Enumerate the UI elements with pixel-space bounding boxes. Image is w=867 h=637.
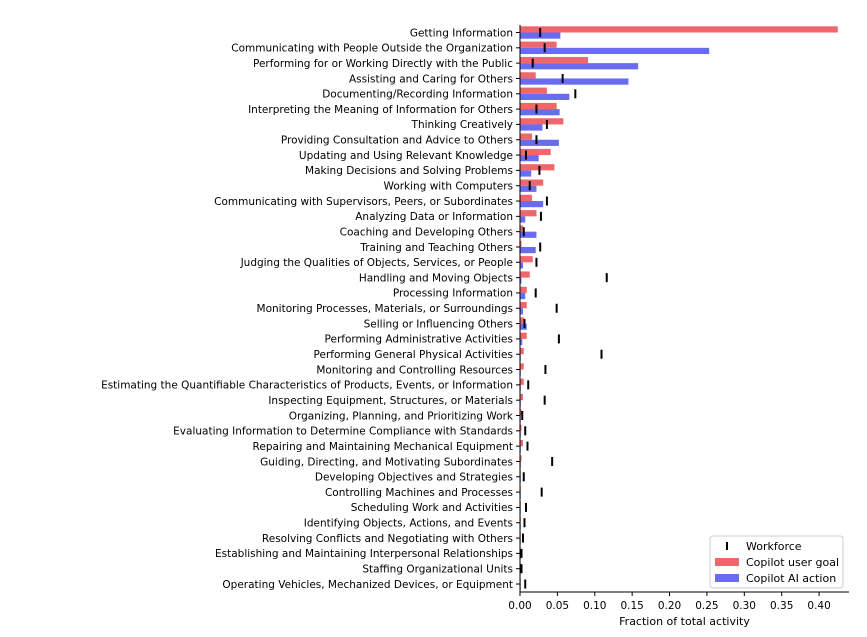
y-tick-label-updating-and-using-relevant-knowledge: Updating and Using Relevant Knowledge bbox=[298, 149, 513, 162]
legend-swatch-copilot-ai-action bbox=[715, 574, 739, 582]
y-tick-label-identifying-objects-actions-and-events: Identifying Objects, Actions, and Events bbox=[303, 517, 513, 530]
bar-copilot-user-goal-performing-general-physical-activities bbox=[520, 348, 524, 354]
bar-copilot-user-goal-performing-administrative-activities bbox=[520, 333, 527, 339]
y-tick-label-scheduling-work-and-activities: Scheduling Work and Activities bbox=[350, 502, 513, 515]
bar-copilot-user-goal-making-decisions-and-solving-problems bbox=[520, 164, 554, 170]
bar-copilot-ai-action-making-decisions-and-solving-problems bbox=[520, 170, 531, 176]
y-tick-label-controlling-machines-and-processes: Controlling Machines and Processes bbox=[324, 486, 513, 499]
bar-copilot-user-goal-monitoring-processes-materials-or-surroundings bbox=[520, 302, 527, 308]
bar-copilot-ai-action-analyzing-data-or-information bbox=[520, 216, 525, 222]
bar-copilot-user-goal-working-with-computers bbox=[520, 180, 543, 186]
bar-copilot-ai-action-coaching-and-developing-others bbox=[520, 232, 536, 238]
y-tick-label-monitoring-processes-materials-or-surroundings: Monitoring Processes, Materials, or Surroundings bbox=[256, 303, 513, 316]
y-tick-label-making-decisions-and-solving-problems: Making Decisions and Solving Problems bbox=[305, 165, 513, 178]
x-tick-label-0-10: 0.10 bbox=[583, 600, 607, 612]
y-tick-label-handling-and-moving-objects: Handling and Moving Objects bbox=[358, 272, 513, 285]
y-tick-label-documenting-recording-information: Documenting/Recording Information bbox=[322, 88, 513, 101]
bar-copilot-ai-action-training-and-teaching-others bbox=[520, 247, 536, 253]
bar-copilot-user-goal-estimating-the-quantifiable-characteristics-of-products-events-or-information bbox=[520, 379, 524, 385]
bar-copilot-ai-action-performing-for-or-working-directly-with-the-public bbox=[520, 63, 638, 69]
bars-layer bbox=[520, 26, 838, 590]
bar-copilot-user-goal-assisting-and-caring-for-others bbox=[520, 72, 536, 78]
x-tick-label-0-35: 0.35 bbox=[770, 600, 794, 612]
y-tick-label-analyzing-data-or-information: Analyzing Data or Information bbox=[355, 211, 513, 224]
y-tick-label-coaching-and-developing-others: Coaching and Developing Others bbox=[339, 226, 513, 239]
axes-layer bbox=[520, 25, 849, 592]
legend-label-copilot-ai-action: Copilot AI action bbox=[746, 572, 837, 585]
bar-copilot-user-goal-communicating-with-supervisors-peers-or-subordinates bbox=[520, 195, 532, 201]
y-tick-label-communicating-with-supervisors-peers-or-subordinates: Communicating with Supervisors, Peers, or Subordinates bbox=[214, 195, 513, 208]
y-tick-label-working-with-computers: Working with Computers bbox=[383, 180, 513, 193]
bar-copilot-user-goal-documenting-recording-information bbox=[520, 88, 547, 94]
y-tick-label-evaluating-information-to-determine-compliance-with-standards: Evaluating Information to Determine Compliance with Standards bbox=[173, 425, 513, 438]
y-tick-label-operating-vehicles-mechanized-devices-or-equipment: Operating Vehicles, Mechanized Devices, or Equipment bbox=[222, 578, 513, 591]
y-tick-label-selling-or-influencing-others: Selling or Influencing Others bbox=[363, 318, 513, 331]
x-tick-label-0-25: 0.25 bbox=[695, 600, 719, 612]
y-tick-label-repairing-and-maintaining-mechanical-equipment: Repairing and Maintaining Mechanical Equipment bbox=[252, 440, 513, 453]
bar-copilot-user-goal-interpreting-the-meaning-of-information-for-others bbox=[520, 103, 557, 109]
y-tick-label-performing-general-physical-activities: Performing General Physical Activities bbox=[313, 349, 513, 362]
x-axis-label: Fraction of total activity bbox=[619, 615, 750, 628]
bar-copilot-user-goal-updating-and-using-relevant-knowledge bbox=[520, 149, 551, 155]
bar-copilot-user-goal-getting-information bbox=[520, 26, 838, 32]
y-tick-labels bbox=[101, 27, 520, 591]
y-tick-label-organizing-planning-and-prioritizing-work: Organizing, Planning, and Prioritizing Work bbox=[288, 410, 513, 423]
y-tick-label-guiding-directing-and-motivating-subordinates: Guiding, Directing, and Motivating Subordinates bbox=[260, 456, 513, 469]
bar-copilot-ai-action-interpreting-the-meaning-of-information-for-others bbox=[520, 109, 560, 115]
bar-copilot-ai-action-providing-consultation-and-advice-to-others bbox=[520, 140, 559, 146]
y-tick-label-providing-consultation-and-advice-to-others: Providing Consultation and Advice to Others bbox=[280, 134, 513, 147]
bar-copilot-ai-action-thinking-creatively bbox=[520, 124, 542, 130]
y-tick-label-developing-objectives-and-strategies: Developing Objectives and Strategies bbox=[314, 471, 513, 484]
bar-copilot-user-goal-judging-the-qualities-of-objects-services-or-people bbox=[520, 256, 533, 262]
y-tick-label-inspecting-equipment-structures-or-materials: Inspecting Equipment, Structures, or Materials bbox=[268, 394, 513, 407]
y-tick-label-training-and-teaching-others: Training and Teaching Others bbox=[360, 241, 513, 254]
y-tick-label-thinking-creatively: Thinking Creatively bbox=[411, 119, 513, 132]
bar-copilot-user-goal-providing-consultation-and-advice-to-others bbox=[520, 134, 532, 140]
y-tick-label-interpreting-the-meaning-of-information-for-others: Interpreting the Meaning of Information for Others bbox=[248, 103, 513, 116]
bar-copilot-ai-action-updating-and-using-relevant-knowledge bbox=[520, 155, 539, 161]
legend bbox=[710, 536, 843, 588]
x-tick-label-0-05: 0.05 bbox=[545, 600, 570, 612]
y-tick-label-resolving-conflicts-and-negotiating-with-others: Resolving Conflicts and Negotiating with Others bbox=[261, 532, 513, 545]
y-tick-label-staffing-organizational-units: Staffing Organizational Units bbox=[362, 563, 513, 576]
y-tick-label-performing-for-or-working-directly-with-the-public: Performing for or Working Directly with the Public bbox=[253, 57, 513, 70]
x-tick-label-0-40: 0.40 bbox=[807, 600, 831, 612]
x-tick-label-0-00: 0.00 bbox=[508, 600, 532, 612]
y-tick-label-communicating-with-people-outside-the-organization: Communicating with People Outside the Organization bbox=[231, 42, 513, 55]
y-tick-label-monitoring-and-controlling-resources: Monitoring and Controlling Resources bbox=[316, 364, 513, 377]
y-tick-label-estimating-the-quantifiable-characteristics-of-products-events-or-information: Estimating the Quantifiable Characteristics of Products, Events, or Information bbox=[101, 379, 513, 392]
bar-copilot-ai-action-assisting-and-caring-for-others bbox=[520, 78, 628, 84]
y-tick-label-judging-the-qualities-of-objects-services-or-people: Judging the Qualities of Objects, Services, or People bbox=[240, 257, 513, 270]
legend-label-workforce: Workforce bbox=[746, 540, 802, 553]
y-tick-label-assisting-and-caring-for-others: Assisting and Caring for Others bbox=[348, 73, 513, 86]
bar-copilot-user-goal-thinking-creatively bbox=[520, 118, 563, 124]
x-tick-label-0-20: 0.20 bbox=[657, 600, 682, 612]
bar-copilot-user-goal-monitoring-and-controlling-resources bbox=[520, 363, 524, 369]
bar-copilot-user-goal-handling-and-moving-objects bbox=[520, 271, 530, 277]
y-tick-label-getting-information: Getting Information bbox=[409, 27, 513, 40]
bar-copilot-ai-action-documenting-recording-information bbox=[520, 94, 569, 100]
y-tick-label-performing-administrative-activities: Performing Administrative Activities bbox=[324, 333, 513, 346]
y-tick-label-processing-information: Processing Information bbox=[392, 287, 513, 300]
legend-swatch-copilot-user-goal bbox=[715, 558, 739, 566]
bar-copilot-ai-action-selling-or-influencing-others bbox=[520, 324, 527, 330]
bar-copilot-user-goal-performing-for-or-working-directly-with-the-public bbox=[520, 57, 588, 63]
x-tick-label-0-15: 0.15 bbox=[620, 600, 644, 612]
bar-copilot-ai-action-working-with-computers bbox=[520, 186, 536, 192]
bar-copilot-ai-action-communicating-with-people-outside-the-organization bbox=[520, 48, 709, 54]
bar-copilot-user-goal-communicating-with-people-outside-the-organization bbox=[520, 42, 557, 48]
y-tick-label-establishing-and-maintaining-interpersonal-relationships: Establishing and Maintaining Interpersonal Relationships bbox=[215, 548, 513, 561]
bar-copilot-user-goal-processing-information bbox=[520, 287, 527, 293]
bar-copilot-user-goal-analyzing-data-or-information bbox=[520, 210, 536, 216]
x-tick-label-0-30: 0.30 bbox=[732, 600, 757, 612]
bar-copilot-ai-action-processing-information bbox=[520, 293, 525, 299]
bar-copilot-ai-action-communicating-with-supervisors-peers-or-subordinates bbox=[520, 201, 543, 207]
legend-label-copilot-user-goal: Copilot user goal bbox=[746, 556, 840, 569]
x-tick-labels bbox=[508, 592, 830, 612]
